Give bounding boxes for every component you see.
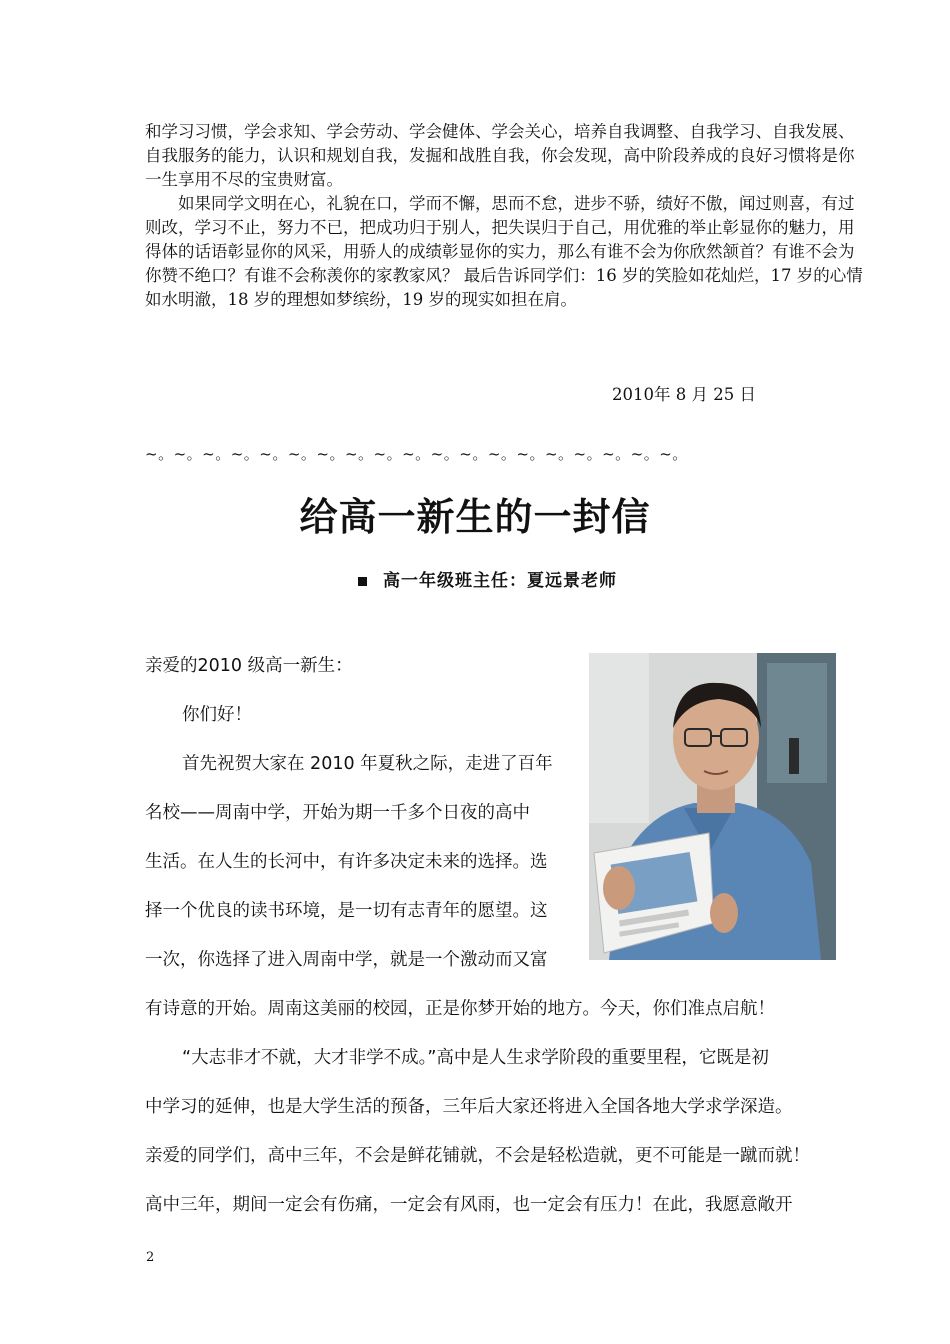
paragraph: 和学习习惯，学会求知、学会劳动、学会健体、学会关心，培养自我调整、自我学习、自我发展、自我服务的能力，认识和规划自我，发掘和战胜自我，你会发现，高中阶段养成的良好习惯将是你一生享用不尽的宝贵财富。 <box>145 122 855 189</box>
date-line: 2010年 8 月 25 日 <box>612 385 756 404</box>
text-line: 中学习的延伸，也是大学生活的预备，三年后大家还将进入全国各地大学求学深造。 <box>145 1097 793 1117</box>
teacher-photo <box>589 653 836 960</box>
page-number: 2 <box>146 1250 155 1265</box>
previous-letter-ending <box>145 120 865 312</box>
page-title: 给高一新生的一封信 <box>299 495 651 539</box>
author-line <box>358 566 617 591</box>
text-line: 亲爱的同学们，高中三年，不会是鲜花铺就，不会是轻松造就，更不可能是一蹴而就！ <box>145 1146 810 1166</box>
text-line: 生活。在人生的长河中，有许多决定未来的选择。选 <box>145 852 548 872</box>
text-line: 名校——周南中学，开始为期一千多个日夜的高中 <box>145 803 530 823</box>
text-line: 高中三年，期间一定会有伤痛，一定会有风雨，也一定会有压力！在此，我愿意敞开 <box>145 1195 793 1215</box>
teacher-photo-illustration <box>589 653 836 960</box>
paragraph: 如果同学文明在心，礼貌在口，学而不懈，思而不怠，进步不骄，绩好不傲，闻过则喜，有过则改，学习不止，努力不已，把成功归于别人，把失误归于自己，用优雅的举止彰显你的魅力，用得体的话语彰显你的风采，用骄人的成绩彰显你的实力，那么有谁不会为你欣然颔首？有谁不会为你赞不绝口？有谁不会称羡你的家教家风？ 最后告诉同学们：16 岁的笑脸如花灿烂，17 岁的心情如水明澈，18 岁的理想如梦缤纷，19 岁的现实如担在肩。 <box>145 194 863 309</box>
text-line: 首先祝贺大家在 2010 年夏秋之际，走进了百年 <box>182 754 553 774</box>
text-line: “大志非才不就，大才非学不成。”高中是人生求学阶段的重要里程，它既是初 <box>182 1048 769 1068</box>
text-line: 择一个优良的读书环境，是一切有志青年的愿望。这 <box>145 901 548 921</box>
text-line: 有诗意的开始。周南这美丽的校园，正是你梦开始的地方。今天，你们准点启航！ <box>145 999 775 1019</box>
decorative-separator: ~。~。~。~。~。~。~。~。~。~。~。~。~。~。~。~。~。~。~。 <box>145 445 688 463</box>
author-text: 高一年级班主任：夏远景老师 <box>383 571 617 591</box>
text-line: 一次，你选择了进入周南中学，就是一个激动而又富 <box>145 950 548 970</box>
greeting: 你们好！ <box>182 705 252 725</box>
salutation: 亲爱的2010 级高一新生： <box>145 656 353 676</box>
square-bullet-icon <box>358 577 367 586</box>
